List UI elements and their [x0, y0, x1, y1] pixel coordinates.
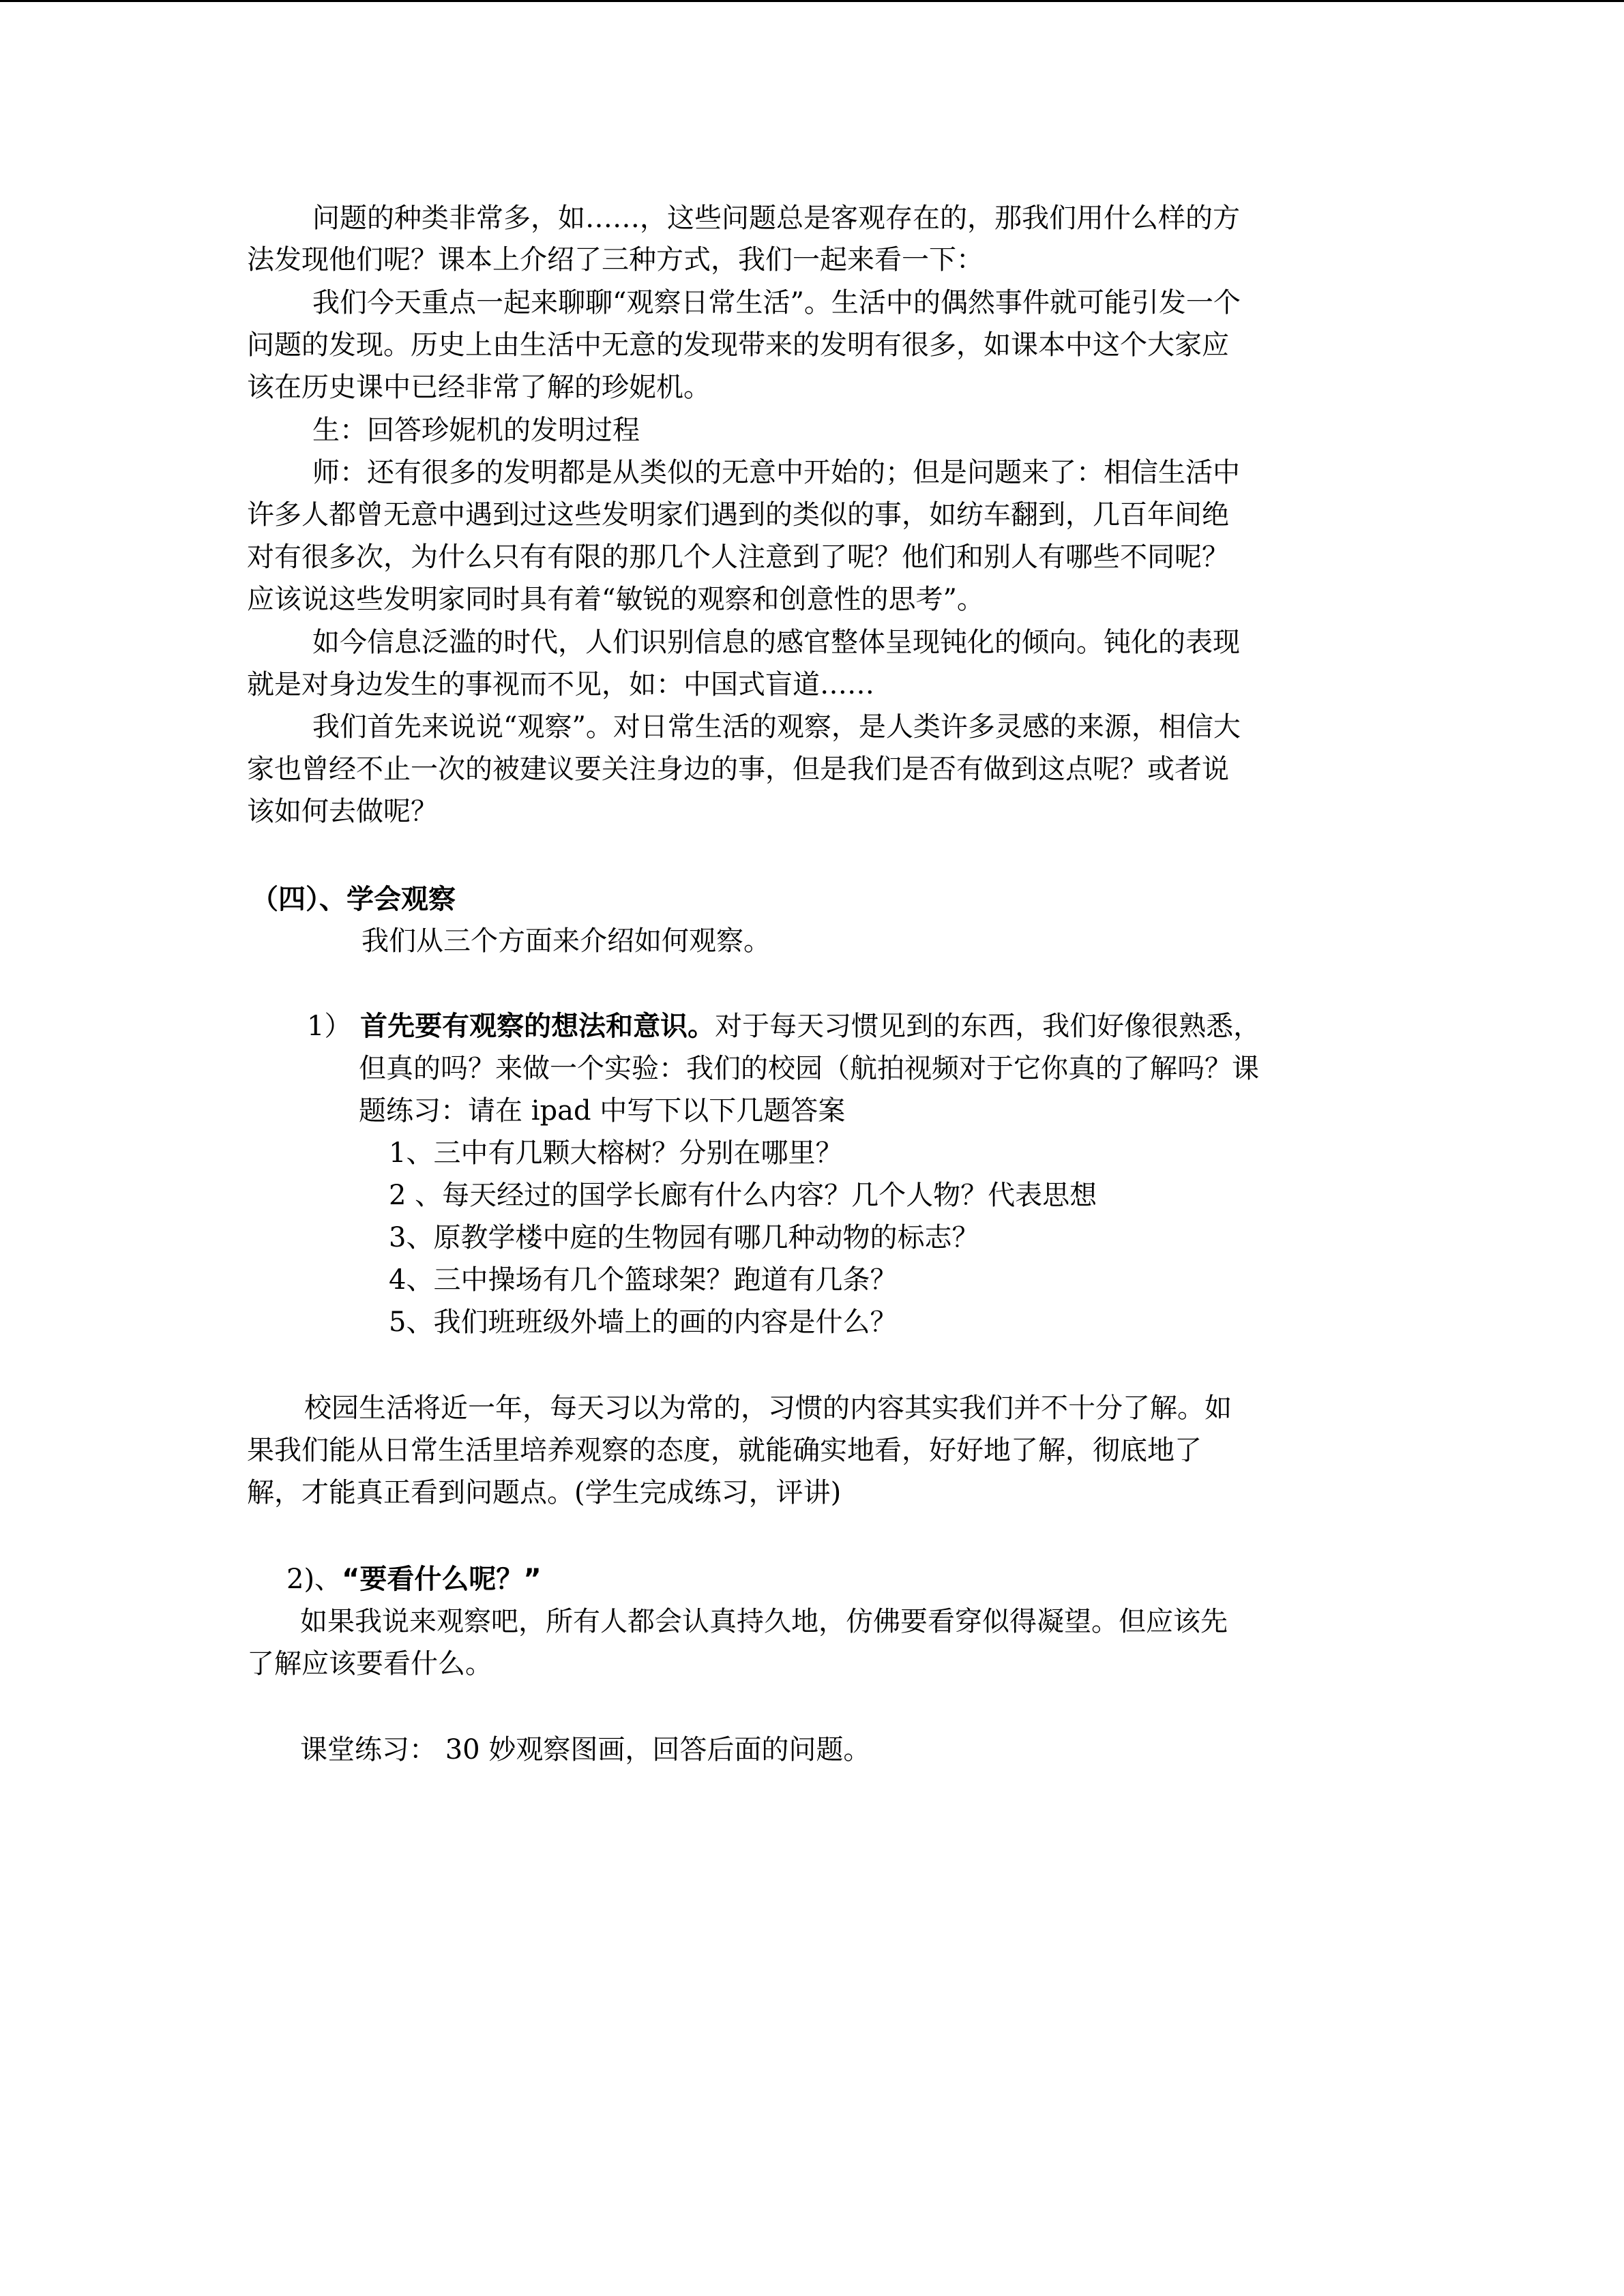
paragraph-1-line-2: 法发现他们呢？课本上介绍了三种方式，我们一起来看一下： — [247, 244, 984, 275]
item-2-title: “要看什么呢？” — [342, 1564, 542, 1595]
paragraph-4-line-4: 应该说这些发明家同时具有着“敏锐的观察和创意性的思考”。 — [247, 584, 984, 615]
paragraph-4-line-3: 对有很多次，为什么只有有限的那几个人注意到了呢？他们和别人有哪些不同呢？ — [247, 541, 1229, 573]
item-2-line-1: 如果我说来观察吧，所有人都会认真持久地，仿佛要看穿似得凝望。但应该先 — [300, 1606, 1228, 1637]
classroom-exercise: 课堂练习： 30 妙观察图画，回答后面的问题。 — [300, 1734, 871, 1765]
item-1-number: 1） — [307, 1011, 352, 1042]
paragraph-5-line-2: 就是对身边发生的事视而不见，如：中国式盲道…… — [247, 669, 874, 700]
section-intro: 我们从三个方面来介绍如何观察。 — [361, 925, 771, 957]
paragraph-4-line-1: 师：还有很多的发明都是从类似的无意中开始的；但是问题来了：相信生活中 — [312, 457, 1240, 488]
campus-paragraph-line-2: 果我们能从日常生活里培养观察的态度，就能确实地看，好好地了解，彻底地了 — [247, 1435, 1202, 1466]
paragraph-6-line-2: 家也曾经不止一次的被建议要关注身边的事，但是我们是否有做到这点呢？或者说 — [247, 754, 1229, 785]
paragraph-2-line-2: 问题的发现。历史上由生活中无意的发现带来的发明有很多，如课本中这个大家应 — [247, 329, 1229, 361]
paragraph-5-line-1: 如今信息泛滥的时代，人们识别信息的感官整体呈现钝化的倾向。钝化的表现 — [312, 627, 1240, 658]
item-1-line-1-rest: 对于每天习惯见到的东西，我们好像很熟悉， — [715, 1011, 1261, 1042]
question-5: 5、我们班班级外墙上的画的内容是什么？ — [389, 1307, 898, 1338]
item-1-bold-lead: 首先要有观察的想法和意识。 — [360, 1011, 715, 1042]
paragraph-2-line-3: 该在历史课中已经非常了解的珍妮机。 — [247, 372, 711, 403]
campus-paragraph-line-3: 解，才能真正看到问题点。(学生完成练习，评讲) — [247, 1477, 842, 1508]
item-1-line-1 — [307, 1006, 1260, 1047]
item-2-heading — [286, 1559, 542, 1600]
question-3: 3、原教学楼中庭的生物园有哪几种动物的标志？ — [389, 1222, 979, 1253]
campus-paragraph-line-1: 校园生活将近一年，每天习以为常的，习惯的内容其实我们并不十分了解。如 — [304, 1392, 1232, 1424]
question-1: 1、三中有几颗大榕树？分别在哪里？ — [389, 1137, 843, 1169]
item-2-number: 2)、 — [286, 1564, 342, 1595]
paragraph-2-line-1: 我们今天重点一起来聊聊“观察日常生活”。生活中的偶然事件就可能引发一个 — [312, 287, 1241, 318]
item-2-line-2: 了解应该要看什么。 — [247, 1648, 492, 1680]
paragraph-3-line-1: 生：回答珍妮机的发明过程 — [312, 415, 640, 446]
section-heading: （四）、学会观察 — [251, 884, 456, 915]
question-4: 4、三中操场有几个篮球架？跑道有几条？ — [389, 1264, 898, 1296]
item-1-line-3: 题练习：请在 ipad 中写下以下几题答案 — [359, 1095, 846, 1127]
paragraph-6-line-3: 该如何去做呢？ — [247, 796, 438, 827]
paragraph-6-line-1: 我们首先来说说“观察”。对日常生活的观察，是人类许多灵感的来源，相信大 — [312, 711, 1241, 743]
item-1-line-2: 但真的吗？来做一个实验：我们的校园（航拍视频对于它你真的了解吗？课 — [359, 1053, 1259, 1084]
question-2: 2 、每天经过的国学长廊有什么内容？几个人物？代表思想 — [389, 1180, 1097, 1211]
paragraph-4-line-2: 许多人都曾无意中遇到过这些发明家们遇到的类似的事，如纺车翻到，几百年间绝 — [247, 499, 1229, 531]
paragraph-1-line-1: 问题的种类非常多，如……，这些问题总是客观存在的，那我们用什么样的方 — [312, 203, 1240, 234]
